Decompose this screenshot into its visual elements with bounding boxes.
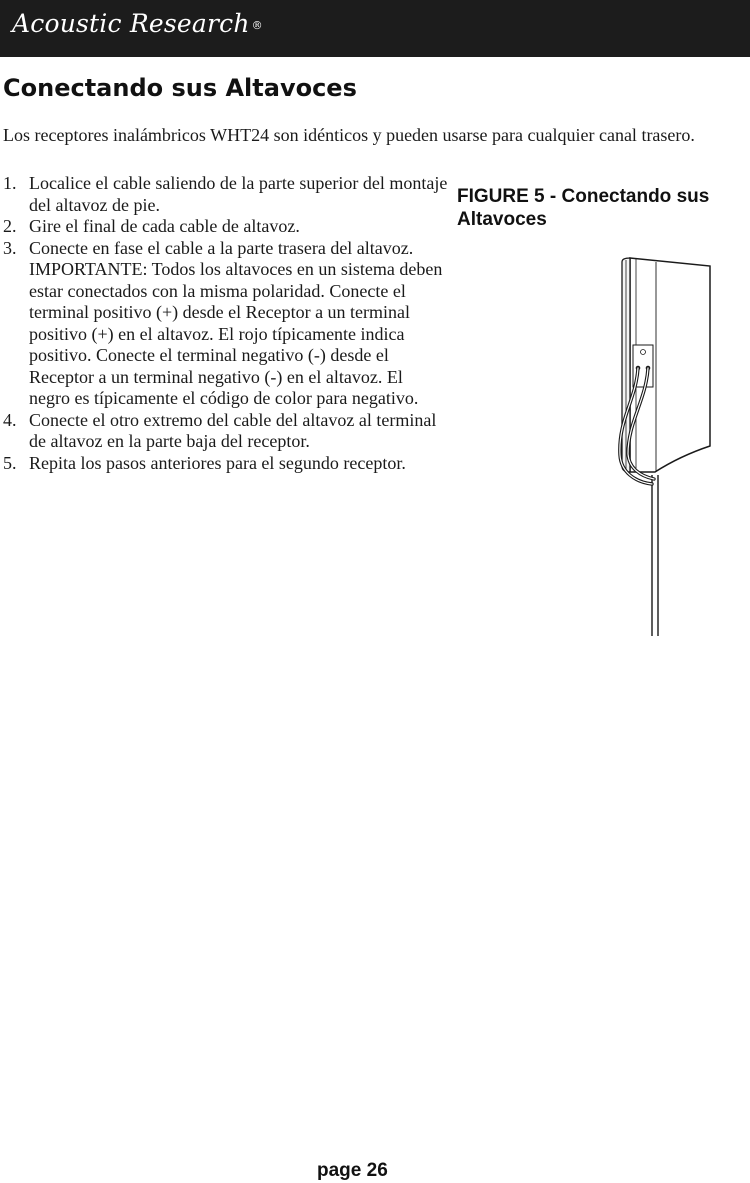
step-number: 3. bbox=[3, 237, 17, 258]
step-number: 1. bbox=[3, 173, 17, 193]
step-item bbox=[3, 410, 448, 453]
page-number: page 26 bbox=[317, 1160, 388, 1181]
registered-mark: ® bbox=[251, 19, 263, 32]
stand-pole bbox=[652, 475, 658, 636]
step-text: Conecte en fase el cable a la parte trasera del altavoz. IMPORTANTE: Todos los altavoces en un sistema deben estar conectados con la misma polaridad. Conecte el terminal positivo (+) desde el Receptor a un terminal positivo (+) en el altavoz. El rojo típicamente indica positivo. Conecte el terminal negativo (-) desde el Receptor a un terminal negativo (-) en el altavoz. El negro es típicamente el código de color para negativo. bbox=[29, 237, 443, 408]
step-number: 2. bbox=[3, 216, 17, 236]
step-text: Localice el cable saliendo de la parte superior del montaje del altavoz de pie. bbox=[29, 173, 448, 215]
step-text: Gire el final de cada cable de altavoz. bbox=[29, 216, 300, 236]
speaker-stand-illustration bbox=[600, 250, 730, 640]
figure-caption: FIGURE 5 - Conectando sus Altavoces bbox=[457, 186, 710, 230]
steps-list bbox=[3, 173, 448, 474]
step-text: Conecte el otro extremo del cable del altavoz al terminal de altavoz en la parte baja del receptor. bbox=[29, 409, 437, 451]
intro-paragraph: Los receptores inalámbricos WHT24 son idénticos y pueden usarse para cualquier canal trasero. bbox=[3, 125, 695, 145]
step-number: 4. bbox=[3, 409, 17, 430]
step-text: Repita los pasos anteriores para el segundo receptor. bbox=[29, 452, 406, 473]
step-item bbox=[3, 238, 448, 410]
brand-name: Acoustic Research bbox=[12, 9, 250, 38]
header-bar bbox=[0, 0, 750, 57]
step-item bbox=[3, 216, 448, 238]
brand-logo bbox=[12, 9, 263, 38]
step-item bbox=[3, 453, 448, 475]
step-number: 5. bbox=[3, 452, 17, 473]
page-title: Conectando sus Altavoces bbox=[3, 74, 357, 102]
step-item bbox=[3, 173, 448, 216]
